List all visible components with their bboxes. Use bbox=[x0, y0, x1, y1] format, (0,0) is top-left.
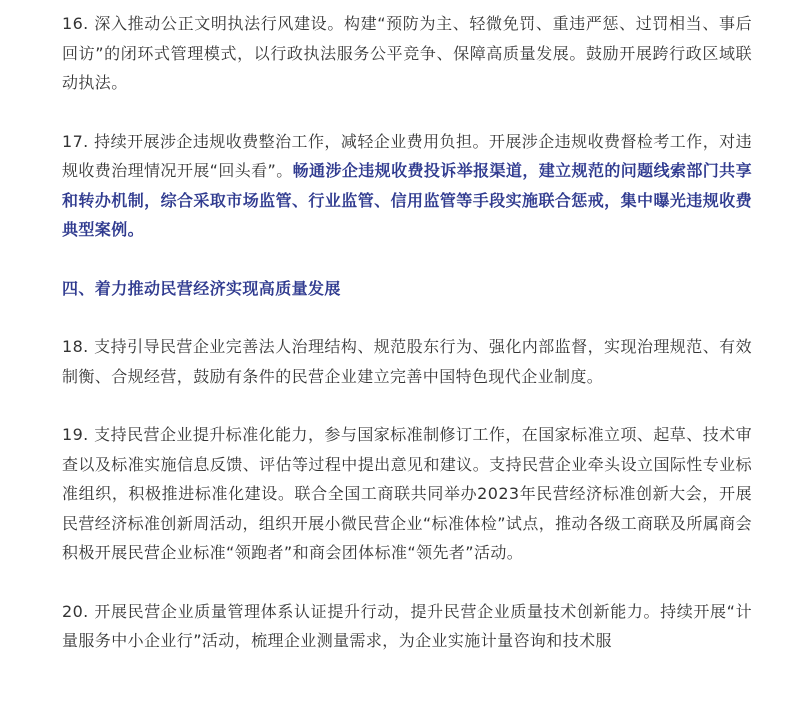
paragraph-16 bbox=[62, 9, 752, 98]
article-body bbox=[62, 9, 752, 685]
paragraph-17 bbox=[62, 127, 752, 245]
paragraph-18-text: 18. 支持引导民营企业完善法人治理结构、规范股东行为、强化内部监督，实现治理规范、有效制衡、合规经营，鼓励有条件的民营企业建立完善中国特色现代企业制度。 bbox=[62, 337, 752, 386]
paragraph-20-text: 20. 开展民营企业质量管理体系认证提升行动，提升民营企业质量技术创新能力。持续开展“计量服务中小企业行”活动，梳理企业测量需求，为企业实施计量咨询和技术服 bbox=[62, 601, 752, 650]
section-heading-4: 四、着力推动民营经济实现高质量发展 bbox=[62, 278, 341, 298]
paragraph-18 bbox=[62, 332, 752, 391]
paragraph-17-text: 17. 持续开展涉企违规收费整治工作，减轻企业费用负担。开展涉企违规收费督检考工作，对违规收费治理情况开展“回头看”。 bbox=[62, 131, 752, 180]
paragraph-20 bbox=[62, 597, 752, 656]
paragraph-19 bbox=[62, 420, 752, 568]
paragraph-17-emphasis: 畅通涉企违规收费投诉举报渠道，建立规范的问题线索部门共享和转办机制，综合采取市场监管、行业监管、信用监管等手段实施联合惩戒，集中曝光违规收费典型案例。 bbox=[62, 161, 752, 239]
paragraph-19-text: 19. 支持民营企业提升标准化能力，参与国家标准制修订工作，在国家标准立项、起草、技术审查以及标准实施信息反馈、评估等过程中提出意见和建议。支持民营企业牵头设立国际性专业标准组织，积极推进标准化建设。联合全国工商联共同举办2023年民营经济标准创新大会，开展民营经济标准创新周活动，组织开展小微民营企业“标准体检”试点，推动各级工商联及所属商会积极开展民营企业标准“领跑者”和商会团体标准“领先者”活动。 bbox=[62, 425, 752, 562]
paragraph-16-text: 16. 深入推动公正文明执法行风建设。构建“预防为主、轻微免罚、重违严惩、过罚相当、事后回访”的闭环式管理模式，以行政执法服务公平竞争、保障高质量发展。鼓励开展跨行政区域联动执法。 bbox=[62, 14, 752, 92]
